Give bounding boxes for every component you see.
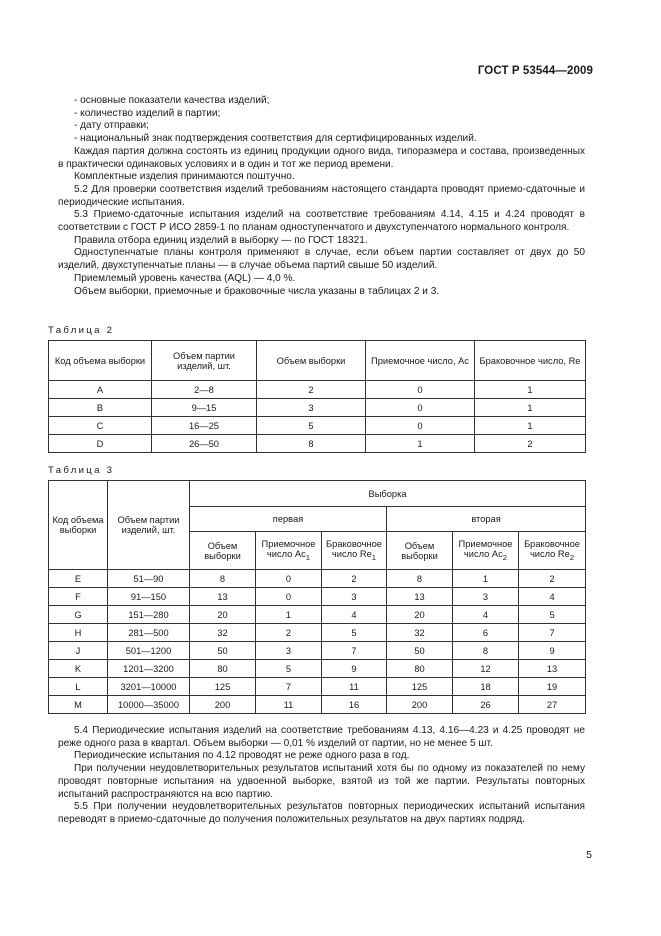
table-header-cell: первая xyxy=(190,507,387,532)
paragraph: Комплектные изделия принимаются поштучно. xyxy=(74,171,295,183)
paragraph: Правила отбора единиц изделий в выборку — по ГОСТ 18321. xyxy=(74,234,368,246)
document-code: ГОСТ Р 53544—2009 xyxy=(477,65,593,77)
table-row: A 2—8 2 0 1 xyxy=(49,381,586,399)
bullet-item: - количество изделий в партии; xyxy=(74,107,221,119)
table-2-caption: Таблица 2 xyxy=(48,325,115,336)
bottom-section xyxy=(58,725,585,827)
table-row: D 26—50 8 1 2 xyxy=(49,435,586,453)
table-row: E 51—90 8 0 2 8 1 2 xyxy=(49,570,586,588)
table-header-cell: Приемочное число $Ac_2$ xyxy=(453,532,519,570)
paragraph: Приемлемый уровень качества (AQL) — 4,0 %. xyxy=(74,272,296,284)
table-header-cell: Приемочное число, Ac xyxy=(366,341,475,381)
table-row: G 151—280 20 1 4 20 4 5 xyxy=(49,606,586,624)
table-row: L 3201—10000 125 7 11 125 18 19 xyxy=(49,678,586,696)
paragraph: Периодические испытания по 4.12 проводят не реже одного раза в год. xyxy=(74,750,410,762)
bullet-item: - национальный знак подтверждения соответствия для сертифицированных изделий. xyxy=(74,133,477,145)
table-row: B 9—15 3 0 1 xyxy=(49,399,586,417)
table-row: F 91—150 13 0 3 13 3 4 xyxy=(49,588,586,606)
paragraph: 5.3 Приемо-сдаточные испытания изделий на соответствие требованиям 4.14, 4.15 и 4.24 проводят в соответствии с ГОСТ Р ИСО 2859-1 по планам одноступенчатого и двухступенчатого нормального контроля. xyxy=(58,209,585,234)
page-number: 5 xyxy=(586,849,592,861)
table-header-cell: Объем выборки xyxy=(190,532,256,570)
table-row: J 501—1200 50 3 7 50 8 9 xyxy=(49,642,586,660)
table-3 xyxy=(48,480,586,714)
intro-section xyxy=(58,95,585,298)
table-header-cell: Браковочное число $Re_1$ xyxy=(322,532,387,570)
table-2 xyxy=(48,340,586,453)
table-header-cell: Браковочное число, Re xyxy=(475,341,586,381)
table-header-cell: Код объема выборки xyxy=(49,341,152,381)
table-row: K 1201—3200 80 5 9 80 12 13 xyxy=(49,660,586,678)
paragraph: Объем выборки, приемочные и браковочные числа указаны в таблицах 2 и 3. xyxy=(74,285,440,297)
table-header-cell: Выборка xyxy=(190,481,586,507)
paragraph: 5.5 При получении неудовлетворительных результатов повторных периодических испытаний испытания переводят в приемо-сдаточные до получения положительных результатов на двух партиях подряд. xyxy=(58,801,585,825)
table-header-cell: Приемочное число $Ac_1$ xyxy=(256,532,322,570)
table-header-cell: вторая xyxy=(387,507,586,532)
table-header-cell: Объем выборки xyxy=(387,532,453,570)
bullet-item: - основные показатели качества изделий; xyxy=(74,95,270,106)
table-header-cell: Объем партии изделий, шт. xyxy=(152,341,257,381)
table-header-cell: Код объема выборки xyxy=(49,481,108,570)
table-header-cell: Браковочное число $Re_2$ xyxy=(519,532,586,570)
table-row: H 281—500 32 2 5 32 6 7 xyxy=(49,624,586,642)
table-header-cell: Объем выборки xyxy=(257,341,366,381)
paragraph: 5.4 Периодические испытания изделий на соответствие требованиям 4.13, 4.16—4.23 и 4.25 проводят не реже одного раза в квартал. Объем выборки — 0,01 % изделий от партии, но не менее 5 шт. xyxy=(58,725,585,749)
bullet-item: - дату отправки; xyxy=(74,120,149,132)
table-3-caption: Таблица 3 xyxy=(48,465,115,476)
table-header-cell: Объем партии изделий, шт. xyxy=(108,481,190,570)
paragraph: Каждая партия должна состоять из единиц продукции одного вида, типоразмера и состава, произведенных в практически одинаковых условиях и в один и тот же период времени. xyxy=(58,145,585,170)
paragraph: При получении неудовлетворительных результатов испытаний хотя бы по одному из показателей по нему проводят повторные испытания на удвоенной выборке, взятой из той же партии. Результаты повторных испытаний распространяются на всю партию. xyxy=(58,763,585,800)
paragraph: Одноступенчатые планы контроля применяют в случае, если объем партии составляет от двух до 50 изделий, двухступенчатые планы — в случае объема партий свыше 50 изделий. xyxy=(58,247,585,272)
table-row: M 10000—35000 200 11 16 200 26 27 xyxy=(49,696,586,714)
table-row: C 16—25 5 0 1 xyxy=(49,417,586,435)
paragraph: 5.2 Для проверки соответствия изделий требованиям настоящего стандарта проводят приемо-сдаточные и периодические испытания. xyxy=(58,183,585,208)
